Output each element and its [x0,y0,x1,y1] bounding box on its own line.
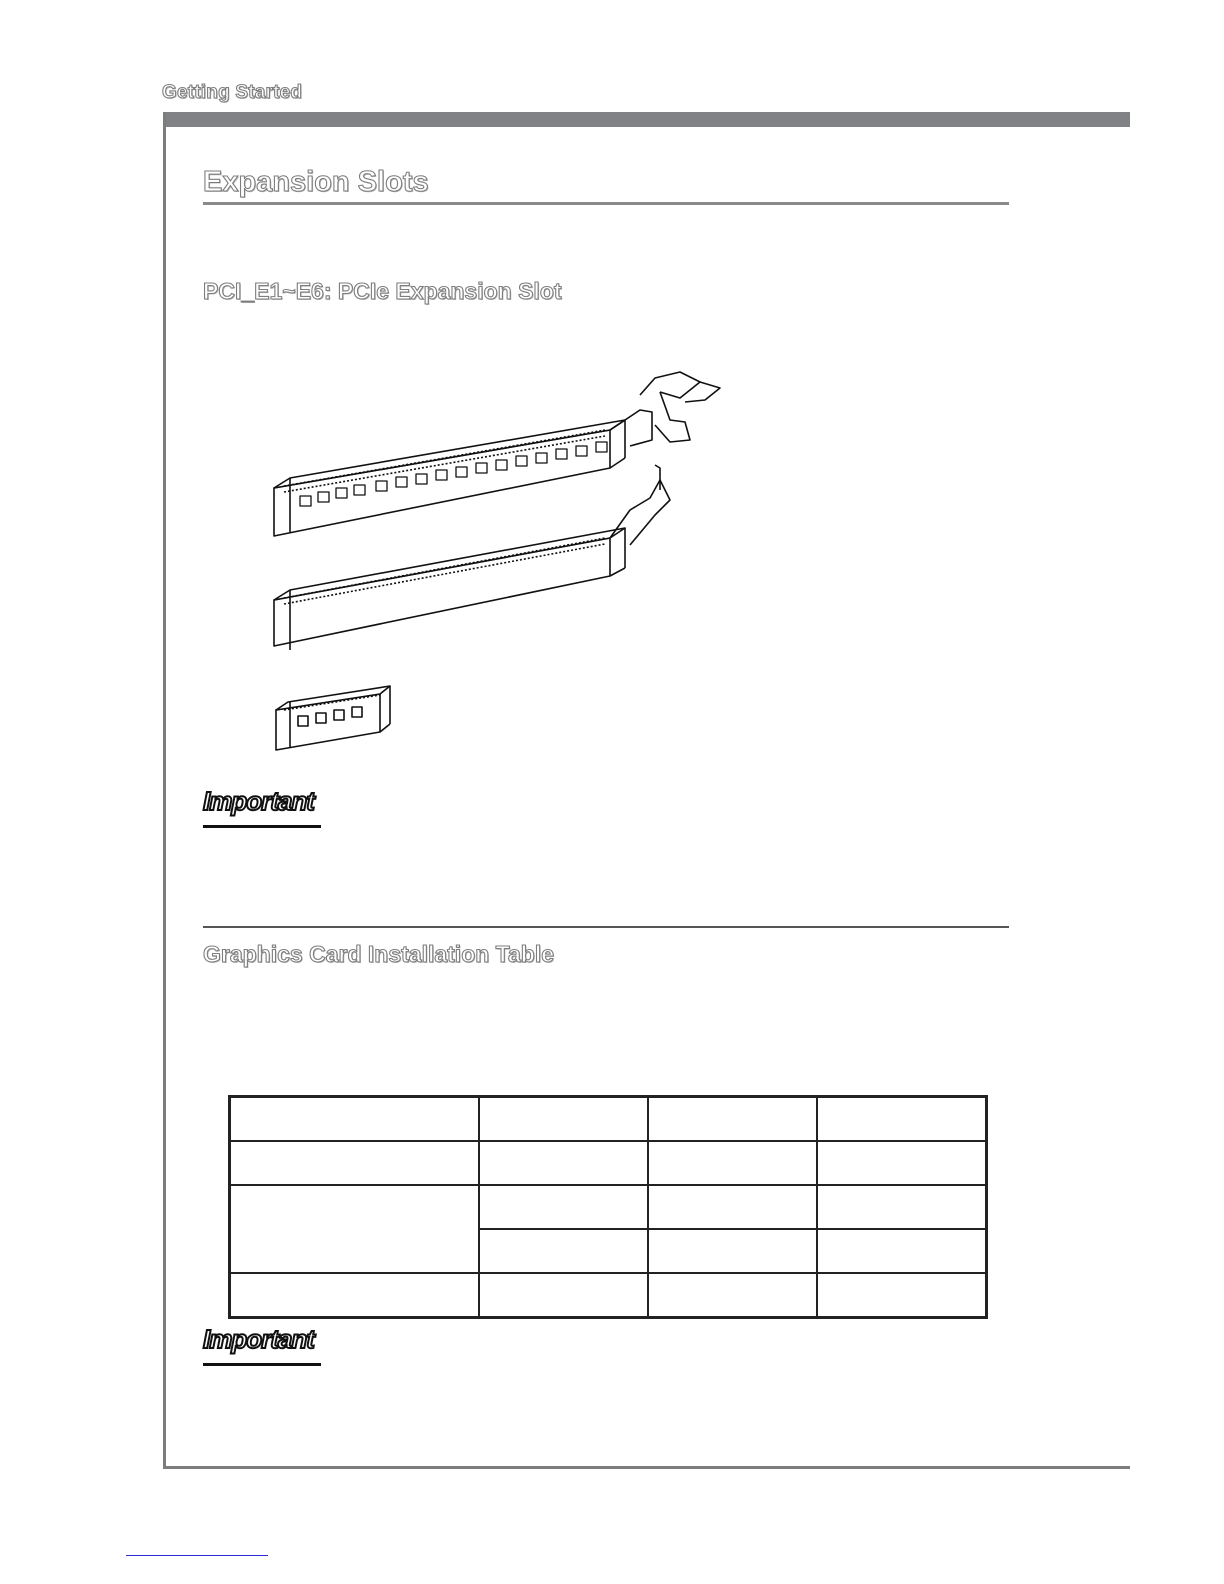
table-cell [230,1097,479,1142]
important-label: Important [203,1324,314,1354]
table-cell [648,1141,817,1185]
table-cell [817,1229,987,1273]
important-underline [203,1363,321,1366]
frame-left-border [163,112,166,1469]
table-cell [817,1141,987,1185]
running-header: Getting Started [162,82,303,103]
table-cell [648,1185,817,1229]
graphics-card-installation-table [228,1095,988,1319]
table-cell [817,1185,987,1229]
link-underline[interactable] [126,1555,268,1556]
table-cell [817,1097,987,1142]
table-cell [230,1185,479,1273]
table-cell [230,1273,479,1318]
frame-bottom-border [163,1466,1130,1469]
table-cell [479,1185,648,1229]
table-row [230,1273,987,1318]
title-rule [203,202,1009,205]
section-divider [203,926,1009,928]
pcie-slots-illustration [260,350,740,770]
header-bar [163,112,1130,127]
table-row [230,1141,987,1185]
table-cell [230,1141,479,1185]
table-cell [479,1141,648,1185]
table-cell [648,1097,817,1142]
section-title: Expansion Slots [203,166,429,198]
important-underline [203,825,321,828]
table-row [230,1185,987,1229]
table-title: Graphics Card Installation Table [203,941,555,967]
table-cell [817,1273,987,1318]
table-cell [648,1273,817,1318]
subsection-title: PCI_E1~E6: PCIe Expansion Slot [203,278,562,304]
table-row [230,1097,987,1142]
table-cell [479,1097,648,1142]
pcie-x16-slot-latch [274,372,720,536]
pcie-x1-slot [276,686,390,750]
important-label: Important [203,786,314,816]
table-cell [479,1229,648,1273]
table-cell [648,1229,817,1273]
table-cell [479,1273,648,1318]
